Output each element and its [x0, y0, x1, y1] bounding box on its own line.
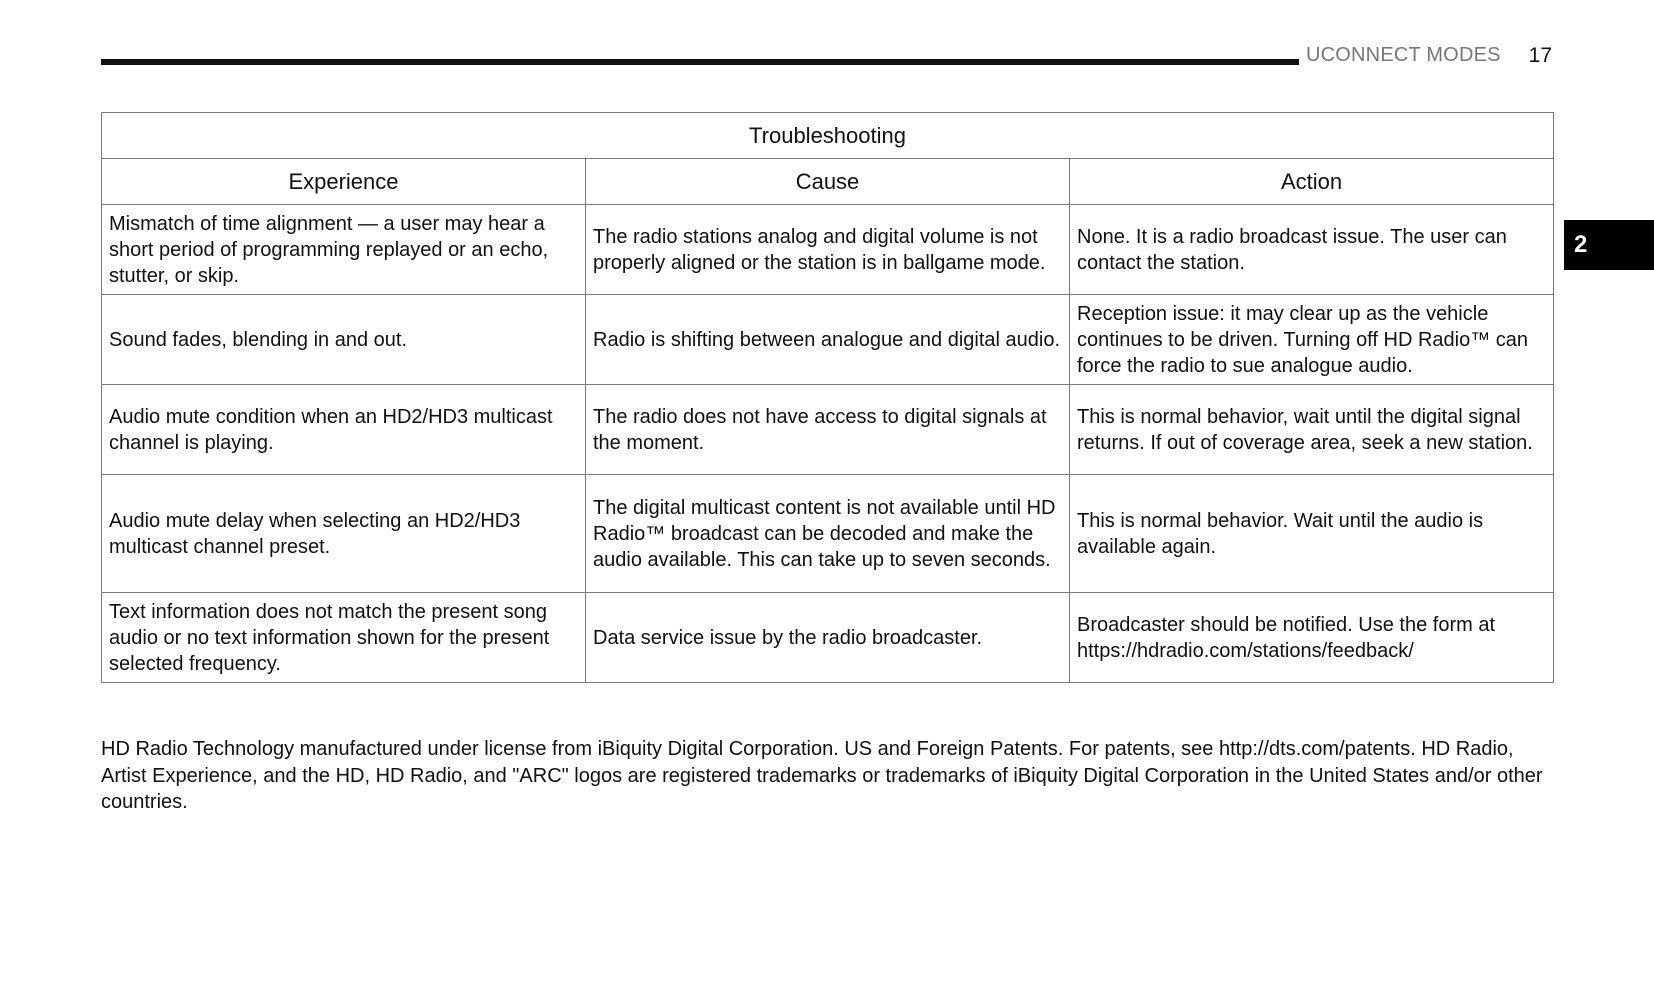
- troubleshooting-table: [101, 112, 1554, 683]
- table-row: [102, 295, 1554, 385]
- table-row: [102, 205, 1554, 295]
- experience-cell: Mismatch of time alignment — a user may hear a short period of programming replayed or an echo, stutter, or skip.: [102, 205, 586, 295]
- action-cell: None. It is a radio broadcast issue. The user can contact the station.: [1070, 205, 1554, 295]
- page-number: 17: [1528, 44, 1552, 67]
- cause-cell: Radio is shifting between analogue and digital audio.: [586, 295, 1070, 385]
- table-row: [102, 475, 1554, 593]
- cause-cell: The radio does not have access to digital signals at the moment.: [586, 385, 1070, 475]
- cause-cell: The digital multicast content is not available until HD Radio™ broadcast can be decoded and make the audio available. This can take up to seven seconds.: [586, 475, 1070, 593]
- experience-cell: Audio mute condition when an HD2/HD3 multicast channel is playing.: [102, 385, 586, 475]
- experience-cell: Text information does not match the present song audio or no text information shown for the present selected frequency.: [102, 593, 586, 683]
- experience-cell: Sound fades, blending in and out.: [102, 295, 586, 385]
- action-cell: Reception issue: it may clear up as the vehicle continues to be driven. Turning off HD Radio™ can force the radio to sue analogue audio.: [1070, 295, 1554, 385]
- table-title: Troubleshooting: [102, 113, 1554, 159]
- action-cell: This is normal behavior, wait until the digital signal returns. If out of coverage area, seek a new station.: [1070, 385, 1554, 475]
- license-footnote: HD Radio Technology manufactured under license from iBiquity Digital Corporation. US and Foreign Patents. For patents, see http://dts.com/patents. HD Radio, Artist Experience, and the HD, HD Radio, and "ARC" logos are registered trademarks or trademarks of iBiquity Digital Corporation in the United States and/or other countries.: [101, 738, 1543, 813]
- action-cell: Broadcaster should be notified. Use the form at https://hdradio.com/stations/feedback/: [1070, 593, 1554, 683]
- cause-cell: Data service issue by the radio broadcaster.: [586, 593, 1070, 683]
- table-row: [102, 593, 1554, 683]
- experience-cell: Audio mute delay when selecting an HD2/HD3 multicast channel preset.: [102, 475, 586, 593]
- column-header-cause: Cause: [586, 159, 1070, 205]
- header-rule: [101, 59, 1299, 65]
- column-header-experience: Experience: [102, 159, 586, 205]
- chapter-tab: 2: [1564, 220, 1654, 270]
- table-row: [102, 385, 1554, 475]
- section-title: UCONNECT MODES: [1306, 44, 1501, 66]
- cause-cell: The radio stations analog and digital volume is not properly aligned or the station is in ballgame mode.: [586, 205, 1070, 295]
- column-header-action: Action: [1070, 159, 1554, 205]
- action-cell: This is normal behavior. Wait until the audio is available again.: [1070, 475, 1554, 593]
